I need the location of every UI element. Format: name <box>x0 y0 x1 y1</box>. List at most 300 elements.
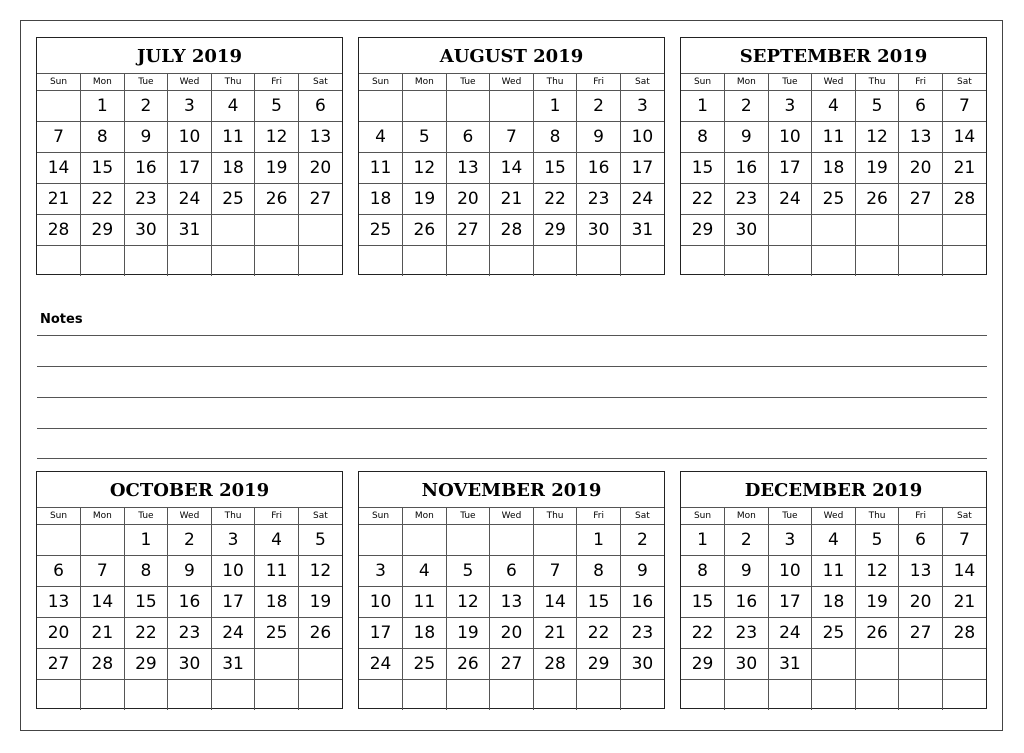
day-cell[interactable]: 22 <box>577 618 621 649</box>
day-cell[interactable]: 25 <box>403 649 447 680</box>
day-cell[interactable]: 20 <box>446 184 490 215</box>
day-cell[interactable]: 16 <box>725 153 769 184</box>
week-row <box>37 153 342 184</box>
weekday-label: Tue <box>768 508 812 525</box>
week-row <box>359 246 664 277</box>
day-cell[interactable]: 16 <box>620 587 664 618</box>
week-row <box>359 525 664 556</box>
day-cell[interactable]: 7 <box>81 556 125 587</box>
month-title: JULY 2019 <box>37 38 342 74</box>
weekday-label: Sat <box>298 74 342 91</box>
day-cell[interactable]: 8 <box>681 556 725 587</box>
week-row <box>359 556 664 587</box>
notes-line[interactable] <box>37 335 987 336</box>
day-cell[interactable]: 17 <box>620 153 664 184</box>
day-cell[interactable]: 19 <box>446 618 490 649</box>
month-title: AUGUST 2019 <box>359 38 664 74</box>
day-cell[interactable]: 14 <box>37 153 81 184</box>
day-cell[interactable]: 11 <box>359 153 403 184</box>
day-cell[interactable]: 24 <box>211 618 255 649</box>
day-cell[interactable]: 15 <box>533 153 577 184</box>
week-row <box>359 587 664 618</box>
empty-day-cell <box>446 91 490 122</box>
day-cell[interactable]: 3 <box>768 91 812 122</box>
day-cell[interactable]: 29 <box>681 649 725 680</box>
day-cell[interactable]: 12 <box>446 587 490 618</box>
empty-day-cell <box>124 680 168 711</box>
weekday-label: Thu <box>211 508 255 525</box>
day-cell[interactable]: 3 <box>168 91 212 122</box>
week-row <box>359 680 664 711</box>
day-cell[interactable]: 27 <box>298 184 342 215</box>
day-cell[interactable]: 10 <box>359 587 403 618</box>
day-cell[interactable]: 23 <box>620 618 664 649</box>
day-cell[interactable]: 6 <box>446 122 490 153</box>
day-cell[interactable]: 6 <box>490 556 534 587</box>
empty-day-cell <box>403 91 447 122</box>
week-row <box>359 649 664 680</box>
month-grid <box>37 508 342 710</box>
day-cell[interactable]: 5 <box>298 525 342 556</box>
empty-day-cell <box>446 525 490 556</box>
day-cell[interactable]: 3 <box>620 91 664 122</box>
weekday-label: Sat <box>942 508 986 525</box>
week-row <box>359 153 664 184</box>
day-cell[interactable]: 19 <box>255 153 299 184</box>
day-cell[interactable]: 16 <box>725 587 769 618</box>
day-cell[interactable]: 27 <box>37 649 81 680</box>
week-row <box>37 215 342 246</box>
day-cell[interactable]: 14 <box>81 587 125 618</box>
day-cell[interactable]: 8 <box>124 556 168 587</box>
empty-day-cell <box>211 215 255 246</box>
week-row <box>681 680 986 711</box>
day-cell[interactable]: 29 <box>81 215 125 246</box>
week-row <box>359 618 664 649</box>
week-row <box>681 649 986 680</box>
day-cell[interactable]: 25 <box>255 618 299 649</box>
day-cell[interactable]: 10 <box>211 556 255 587</box>
notes-line[interactable] <box>37 428 987 429</box>
weekday-label: Sat <box>620 74 664 91</box>
day-cell[interactable]: 26 <box>403 215 447 246</box>
day-cell[interactable]: 24 <box>168 184 212 215</box>
week-row <box>37 680 342 711</box>
day-cell[interactable]: 9 <box>725 556 769 587</box>
day-cell[interactable]: 11 <box>812 556 856 587</box>
empty-day-cell <box>899 680 943 711</box>
month-calendar-july <box>36 37 343 275</box>
weekday-label: Tue <box>124 508 168 525</box>
empty-day-cell <box>124 246 168 277</box>
day-cell[interactable]: 23 <box>577 184 621 215</box>
day-cell[interactable]: 14 <box>942 556 986 587</box>
empty-day-cell <box>255 680 299 711</box>
weekday-label: Sat <box>298 508 342 525</box>
day-cell[interactable]: 15 <box>681 587 725 618</box>
week-row <box>359 122 664 153</box>
day-cell[interactable]: 26 <box>855 184 899 215</box>
month-calendar-september <box>680 37 987 275</box>
day-cell[interactable]: 20 <box>899 587 943 618</box>
day-cell[interactable]: 20 <box>37 618 81 649</box>
week-row <box>37 556 342 587</box>
day-cell[interactable]: 11 <box>255 556 299 587</box>
day-cell[interactable]: 20 <box>899 153 943 184</box>
day-cell[interactable]: 1 <box>577 525 621 556</box>
day-cell[interactable]: 9 <box>577 122 621 153</box>
week-row <box>681 91 986 122</box>
empty-day-cell <box>359 246 403 277</box>
day-cell[interactable]: 21 <box>490 184 534 215</box>
day-cell[interactable]: 9 <box>620 556 664 587</box>
day-cell[interactable]: 18 <box>211 153 255 184</box>
empty-day-cell <box>255 649 299 680</box>
day-cell[interactable]: 31 <box>168 215 212 246</box>
empty-day-cell <box>768 246 812 277</box>
day-cell[interactable]: 22 <box>533 184 577 215</box>
day-cell[interactable]: 27 <box>490 649 534 680</box>
day-cell[interactable]: 19 <box>855 587 899 618</box>
day-cell[interactable]: 7 <box>37 122 81 153</box>
week-row <box>681 587 986 618</box>
empty-day-cell <box>403 680 447 711</box>
day-cell[interactable]: 28 <box>490 215 534 246</box>
empty-day-cell <box>490 246 534 277</box>
month-title: SEPTEMBER 2019 <box>681 38 986 74</box>
empty-day-cell <box>725 680 769 711</box>
day-cell[interactable]: 16 <box>168 587 212 618</box>
day-cell[interactable]: 23 <box>168 618 212 649</box>
weekday-label: Thu <box>855 508 899 525</box>
day-cell[interactable]: 3 <box>211 525 255 556</box>
weekday-label: Sat <box>942 74 986 91</box>
day-cell[interactable]: 23 <box>725 618 769 649</box>
day-cell[interactable]: 4 <box>812 91 856 122</box>
day-cell[interactable]: 5 <box>403 122 447 153</box>
day-cell[interactable]: 25 <box>812 618 856 649</box>
day-cell[interactable]: 26 <box>298 618 342 649</box>
week-row <box>681 184 986 215</box>
notes-line[interactable] <box>37 397 987 398</box>
day-cell[interactable]: 2 <box>725 525 769 556</box>
day-cell[interactable]: 13 <box>899 556 943 587</box>
day-cell[interactable]: 30 <box>725 215 769 246</box>
day-cell[interactable]: 12 <box>855 122 899 153</box>
weekday-label: Wed <box>490 508 534 525</box>
day-cell[interactable]: 3 <box>359 556 403 587</box>
empty-day-cell <box>298 215 342 246</box>
month-grid <box>681 74 986 276</box>
day-cell[interactable]: 3 <box>768 525 812 556</box>
day-cell[interactable]: 24 <box>768 184 812 215</box>
day-cell[interactable]: 18 <box>812 153 856 184</box>
weekday-label: Fri <box>577 74 621 91</box>
day-cell[interactable]: 2 <box>168 525 212 556</box>
day-cell[interactable]: 11 <box>403 587 447 618</box>
day-cell[interactable]: 19 <box>298 587 342 618</box>
week-row <box>37 618 342 649</box>
day-cell[interactable]: 17 <box>211 587 255 618</box>
day-cell[interactable]: 21 <box>37 184 81 215</box>
weekday-label: Sun <box>681 508 725 525</box>
empty-day-cell <box>812 215 856 246</box>
day-cell[interactable]: 2 <box>124 91 168 122</box>
day-cell[interactable]: 13 <box>899 122 943 153</box>
day-cell[interactable]: 31 <box>768 649 812 680</box>
day-cell[interactable]: 23 <box>725 184 769 215</box>
day-cell[interactable]: 22 <box>124 618 168 649</box>
day-cell[interactable]: 15 <box>577 587 621 618</box>
day-cell[interactable]: 14 <box>490 153 534 184</box>
day-cell[interactable]: 15 <box>81 153 125 184</box>
weekday-label: Wed <box>812 508 856 525</box>
day-cell[interactable]: 19 <box>403 184 447 215</box>
day-cell[interactable]: 25 <box>211 184 255 215</box>
day-cell[interactable]: 23 <box>124 184 168 215</box>
weekday-label: Thu <box>533 74 577 91</box>
empty-day-cell <box>681 680 725 711</box>
day-cell[interactable]: 24 <box>359 649 403 680</box>
notes-line[interactable] <box>37 366 987 367</box>
day-cell[interactable]: 10 <box>620 122 664 153</box>
day-cell[interactable]: 13 <box>490 587 534 618</box>
day-cell[interactable]: 5 <box>446 556 490 587</box>
day-cell[interactable]: 25 <box>812 184 856 215</box>
day-cell[interactable]: 29 <box>681 215 725 246</box>
day-cell[interactable]: 8 <box>577 556 621 587</box>
day-cell[interactable]: 7 <box>533 556 577 587</box>
day-cell[interactable]: 2 <box>725 91 769 122</box>
day-cell[interactable]: 6 <box>899 91 943 122</box>
day-cell[interactable]: 17 <box>168 153 212 184</box>
day-cell[interactable]: 24 <box>768 618 812 649</box>
month-grid <box>359 508 664 710</box>
empty-day-cell <box>255 246 299 277</box>
empty-day-cell <box>490 680 534 711</box>
day-cell[interactable]: 17 <box>768 587 812 618</box>
day-cell[interactable]: 28 <box>942 618 986 649</box>
day-cell[interactable]: 9 <box>168 556 212 587</box>
week-row <box>681 215 986 246</box>
weekday-label: Tue <box>768 74 812 91</box>
day-cell[interactable]: 13 <box>446 153 490 184</box>
empty-day-cell <box>359 525 403 556</box>
notes-line[interactable] <box>37 458 987 459</box>
day-cell[interactable]: 6 <box>298 91 342 122</box>
day-cell[interactable]: 10 <box>768 556 812 587</box>
week-row <box>681 525 986 556</box>
weekday-label: Thu <box>211 74 255 91</box>
day-cell[interactable]: 4 <box>211 91 255 122</box>
empty-day-cell <box>490 91 534 122</box>
day-cell[interactable]: 12 <box>255 122 299 153</box>
empty-day-cell <box>855 649 899 680</box>
day-cell[interactable]: 18 <box>403 618 447 649</box>
day-cell[interactable]: 21 <box>81 618 125 649</box>
month-title: NOVEMBER 2019 <box>359 472 664 508</box>
weekday-label: Fri <box>899 508 943 525</box>
day-cell[interactable]: 28 <box>942 184 986 215</box>
day-cell[interactable]: 1 <box>124 525 168 556</box>
day-cell[interactable]: 11 <box>211 122 255 153</box>
weekday-header-row <box>359 508 664 525</box>
day-cell[interactable]: 30 <box>577 215 621 246</box>
empty-day-cell <box>768 215 812 246</box>
week-row <box>37 649 342 680</box>
weekday-label: Mon <box>81 74 125 91</box>
day-cell[interactable]: 30 <box>168 649 212 680</box>
week-row <box>37 587 342 618</box>
day-cell[interactable]: 22 <box>681 184 725 215</box>
day-cell[interactable]: 12 <box>855 556 899 587</box>
day-cell[interactable]: 14 <box>533 587 577 618</box>
day-cell[interactable]: 28 <box>533 649 577 680</box>
empty-day-cell <box>812 649 856 680</box>
day-cell[interactable]: 15 <box>681 153 725 184</box>
day-cell[interactable]: 18 <box>255 587 299 618</box>
day-cell[interactable]: 2 <box>577 91 621 122</box>
day-cell[interactable]: 19 <box>855 153 899 184</box>
day-cell[interactable]: 5 <box>255 91 299 122</box>
day-cell[interactable]: 5 <box>855 91 899 122</box>
day-cell[interactable]: 14 <box>942 122 986 153</box>
day-cell[interactable]: 7 <box>942 91 986 122</box>
empty-day-cell <box>899 246 943 277</box>
day-cell[interactable]: 8 <box>81 122 125 153</box>
empty-day-cell <box>855 680 899 711</box>
day-cell[interactable]: 6 <box>37 556 81 587</box>
day-cell[interactable]: 20 <box>298 153 342 184</box>
day-cell[interactable]: 26 <box>855 618 899 649</box>
weekday-label: Tue <box>446 74 490 91</box>
weekday-label: Wed <box>812 74 856 91</box>
month-calendar-october <box>36 471 343 709</box>
empty-day-cell <box>255 215 299 246</box>
day-cell[interactable]: 13 <box>298 122 342 153</box>
day-cell[interactable]: 24 <box>620 184 664 215</box>
empty-day-cell <box>533 680 577 711</box>
empty-day-cell <box>446 680 490 711</box>
day-cell[interactable]: 21 <box>942 153 986 184</box>
day-cell[interactable]: 1 <box>681 525 725 556</box>
empty-day-cell <box>403 246 447 277</box>
day-cell[interactable]: 30 <box>124 215 168 246</box>
day-cell[interactable]: 16 <box>577 153 621 184</box>
day-cell[interactable]: 28 <box>81 649 125 680</box>
day-cell[interactable]: 10 <box>768 122 812 153</box>
empty-day-cell <box>298 649 342 680</box>
month-grid <box>37 74 342 276</box>
day-cell[interactable]: 15 <box>124 587 168 618</box>
day-cell[interactable]: 26 <box>446 649 490 680</box>
weekday-label: Fri <box>255 74 299 91</box>
day-cell[interactable]: 6 <box>899 525 943 556</box>
day-cell[interactable]: 13 <box>37 587 81 618</box>
day-cell[interactable]: 12 <box>403 153 447 184</box>
empty-day-cell <box>446 246 490 277</box>
weekday-label: Sun <box>359 508 403 525</box>
day-cell[interactable]: 17 <box>359 618 403 649</box>
day-cell[interactable]: 30 <box>620 649 664 680</box>
day-cell[interactable]: 1 <box>533 91 577 122</box>
day-cell[interactable]: 7 <box>490 122 534 153</box>
empty-day-cell <box>768 680 812 711</box>
empty-day-cell <box>211 246 255 277</box>
day-cell[interactable]: 31 <box>211 649 255 680</box>
empty-day-cell <box>81 246 125 277</box>
day-cell[interactable]: 18 <box>812 587 856 618</box>
week-row <box>681 246 986 277</box>
day-cell[interactable]: 9 <box>124 122 168 153</box>
day-cell[interactable]: 29 <box>533 215 577 246</box>
empty-day-cell <box>359 680 403 711</box>
empty-day-cell <box>359 91 403 122</box>
day-cell[interactable]: 10 <box>168 122 212 153</box>
month-title: DECEMBER 2019 <box>681 472 986 508</box>
day-cell[interactable]: 17 <box>768 153 812 184</box>
day-cell[interactable]: 1 <box>681 91 725 122</box>
empty-day-cell <box>37 525 81 556</box>
day-cell[interactable]: 16 <box>124 153 168 184</box>
empty-day-cell <box>298 246 342 277</box>
day-cell[interactable]: 20 <box>490 618 534 649</box>
day-cell[interactable]: 31 <box>620 215 664 246</box>
day-cell[interactable]: 27 <box>899 184 943 215</box>
week-row <box>37 184 342 215</box>
day-cell[interactable]: 29 <box>124 649 168 680</box>
weekday-header-row <box>359 74 664 91</box>
day-cell[interactable]: 4 <box>359 122 403 153</box>
day-cell[interactable]: 9 <box>725 122 769 153</box>
empty-day-cell <box>168 680 212 711</box>
day-cell[interactable]: 4 <box>403 556 447 587</box>
day-cell[interactable]: 11 <box>812 122 856 153</box>
empty-day-cell <box>855 215 899 246</box>
day-cell[interactable]: 4 <box>812 525 856 556</box>
day-cell[interactable]: 28 <box>37 215 81 246</box>
empty-day-cell <box>37 91 81 122</box>
day-cell[interactable]: 26 <box>255 184 299 215</box>
day-cell[interactable]: 27 <box>899 618 943 649</box>
day-cell[interactable]: 1 <box>81 91 125 122</box>
day-cell[interactable]: 5 <box>855 525 899 556</box>
day-cell[interactable]: 25 <box>359 215 403 246</box>
weekday-label: Sun <box>359 74 403 91</box>
day-cell[interactable]: 21 <box>942 587 986 618</box>
day-cell[interactable]: 18 <box>359 184 403 215</box>
day-cell[interactable]: 22 <box>681 618 725 649</box>
day-cell[interactable]: 2 <box>620 525 664 556</box>
day-cell[interactable]: 30 <box>725 649 769 680</box>
weekday-label: Mon <box>725 508 769 525</box>
week-row <box>681 618 986 649</box>
day-cell[interactable]: 8 <box>681 122 725 153</box>
day-cell[interactable]: 8 <box>533 122 577 153</box>
month-calendar-december <box>680 471 987 709</box>
day-cell[interactable]: 27 <box>446 215 490 246</box>
day-cell[interactable]: 22 <box>81 184 125 215</box>
day-cell[interactable]: 7 <box>942 525 986 556</box>
day-cell[interactable]: 29 <box>577 649 621 680</box>
day-cell[interactable]: 21 <box>533 618 577 649</box>
day-cell[interactable]: 4 <box>255 525 299 556</box>
week-row <box>37 91 342 122</box>
day-cell[interactable]: 12 <box>298 556 342 587</box>
week-row <box>37 122 342 153</box>
week-row <box>681 153 986 184</box>
empty-day-cell <box>899 215 943 246</box>
